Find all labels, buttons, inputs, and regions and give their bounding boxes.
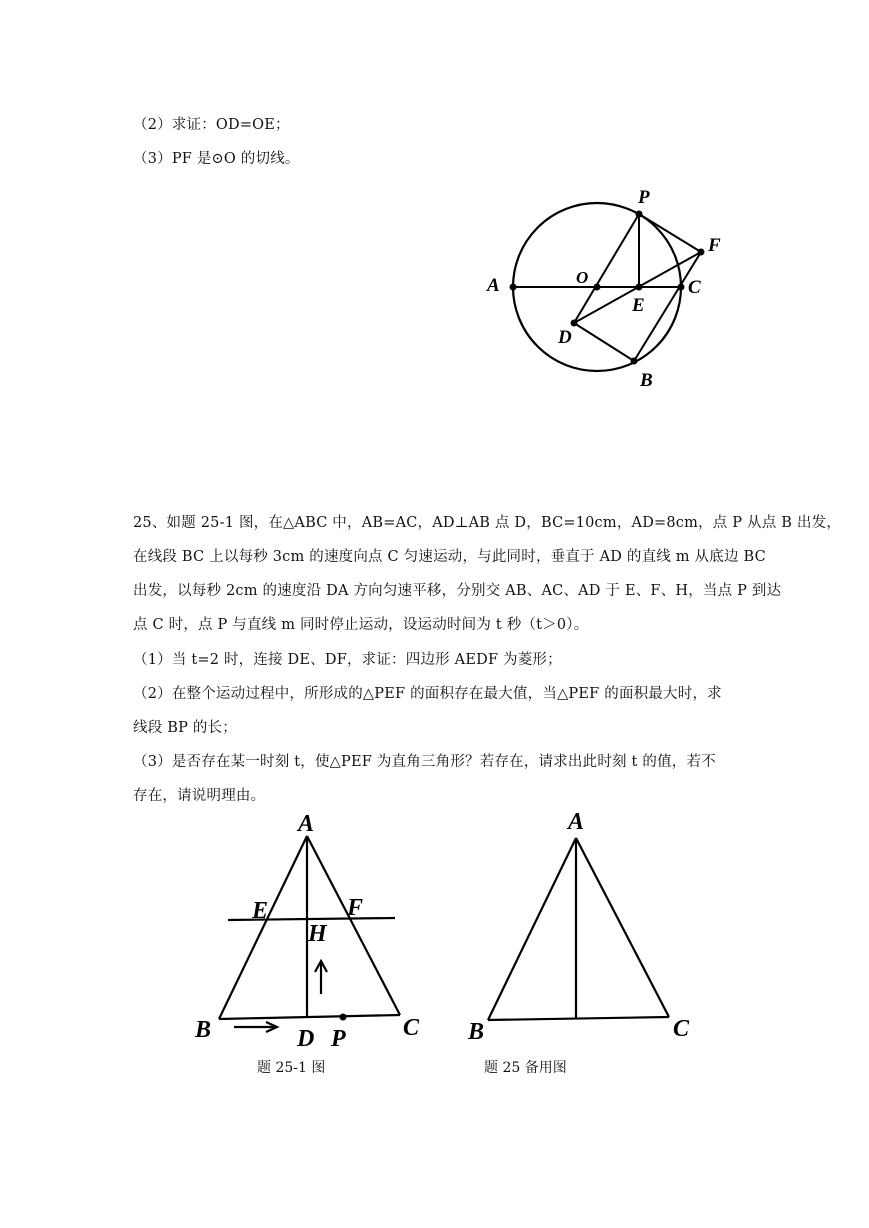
fig2-label-a: A <box>568 809 585 835</box>
label-a: A <box>487 275 500 296</box>
q25-line3: 出发，以每秒 2cm 的速度沿 DA 方向匀速平移，分别交 AB、AC、AD 于 E、F、H，当点 P 到达 <box>133 583 782 599</box>
side-ab <box>219 836 307 1019</box>
figure-25-1-caption: 题 25-1 图 <box>257 1060 326 1076</box>
point-p-dot <box>340 1014 347 1021</box>
q25-line2: 在线段 BC 上以每秒 3cm 的速度向点 C 匀速运动，与此同时，垂直于 AD 的直线 m 从底边 BC <box>133 549 766 565</box>
q25-part2b: 线段 BP 的长； <box>133 720 237 736</box>
q25-line1: 25、如题 25-1 图，在△ABC 中，AB=AC，AD⊥AB 点 D，BC=10cm，AD=8cm，点 P 从点 B 出发， <box>133 515 842 531</box>
fig1-label-p: P <box>331 1026 346 1052</box>
fig1-label-f: F <box>347 895 364 921</box>
figure-25-backup <box>488 838 669 1020</box>
q25-part1: （1）当 t=2 时，连接 DE、DF，求证：四边形 AEDF 为菱形； <box>133 652 562 668</box>
q25-part3a: （3）是否存在某一时刻 t，使△PEF 为直角三角形？若存在，请求出此时刻 t 的值，若不 <box>133 754 716 770</box>
label-p: P <box>638 187 650 208</box>
q24-part3-text: （3）PF 是⊙O 的切线。 <box>133 151 300 167</box>
fig1-label-a: A <box>298 811 315 837</box>
fig1-label-b: B <box>195 1017 212 1043</box>
q24-part2-text: （2）求证：OD=OE； <box>133 117 290 133</box>
backup-side-ac <box>576 838 669 1017</box>
label-d: D <box>558 327 572 348</box>
q25-part3b: 存在，请说明理由。 <box>133 788 266 804</box>
fig2-label-c: C <box>673 1016 690 1042</box>
q25-line4: 点 C 时，点 P 与直线 m 同时停止运动，设运动时间为 t 秒（t＞0）。 <box>133 617 589 633</box>
label-b: B <box>640 370 653 391</box>
backup-side-bc <box>488 1017 669 1020</box>
side-bc <box>219 1015 400 1019</box>
label-c: C <box>688 277 701 298</box>
label-f: F <box>708 235 721 256</box>
label-e: E <box>632 295 645 316</box>
q25-part2a: （2）在整个运动过程中，所形成的△PEF 的面积存在最大值，当△PEF 的面积最大时，求 <box>133 686 722 702</box>
fig1-label-d: D <box>297 1026 315 1052</box>
fig1-label-h: H <box>308 921 327 947</box>
backup-side-ab <box>488 838 576 1020</box>
figure-25-backup-caption: 题 25 备用图 <box>484 1060 567 1076</box>
fig1-label-c: C <box>403 1015 420 1041</box>
fig1-label-e: E <box>252 898 269 924</box>
fig2-label-b: B <box>468 1019 485 1045</box>
label-o: O <box>576 268 589 287</box>
